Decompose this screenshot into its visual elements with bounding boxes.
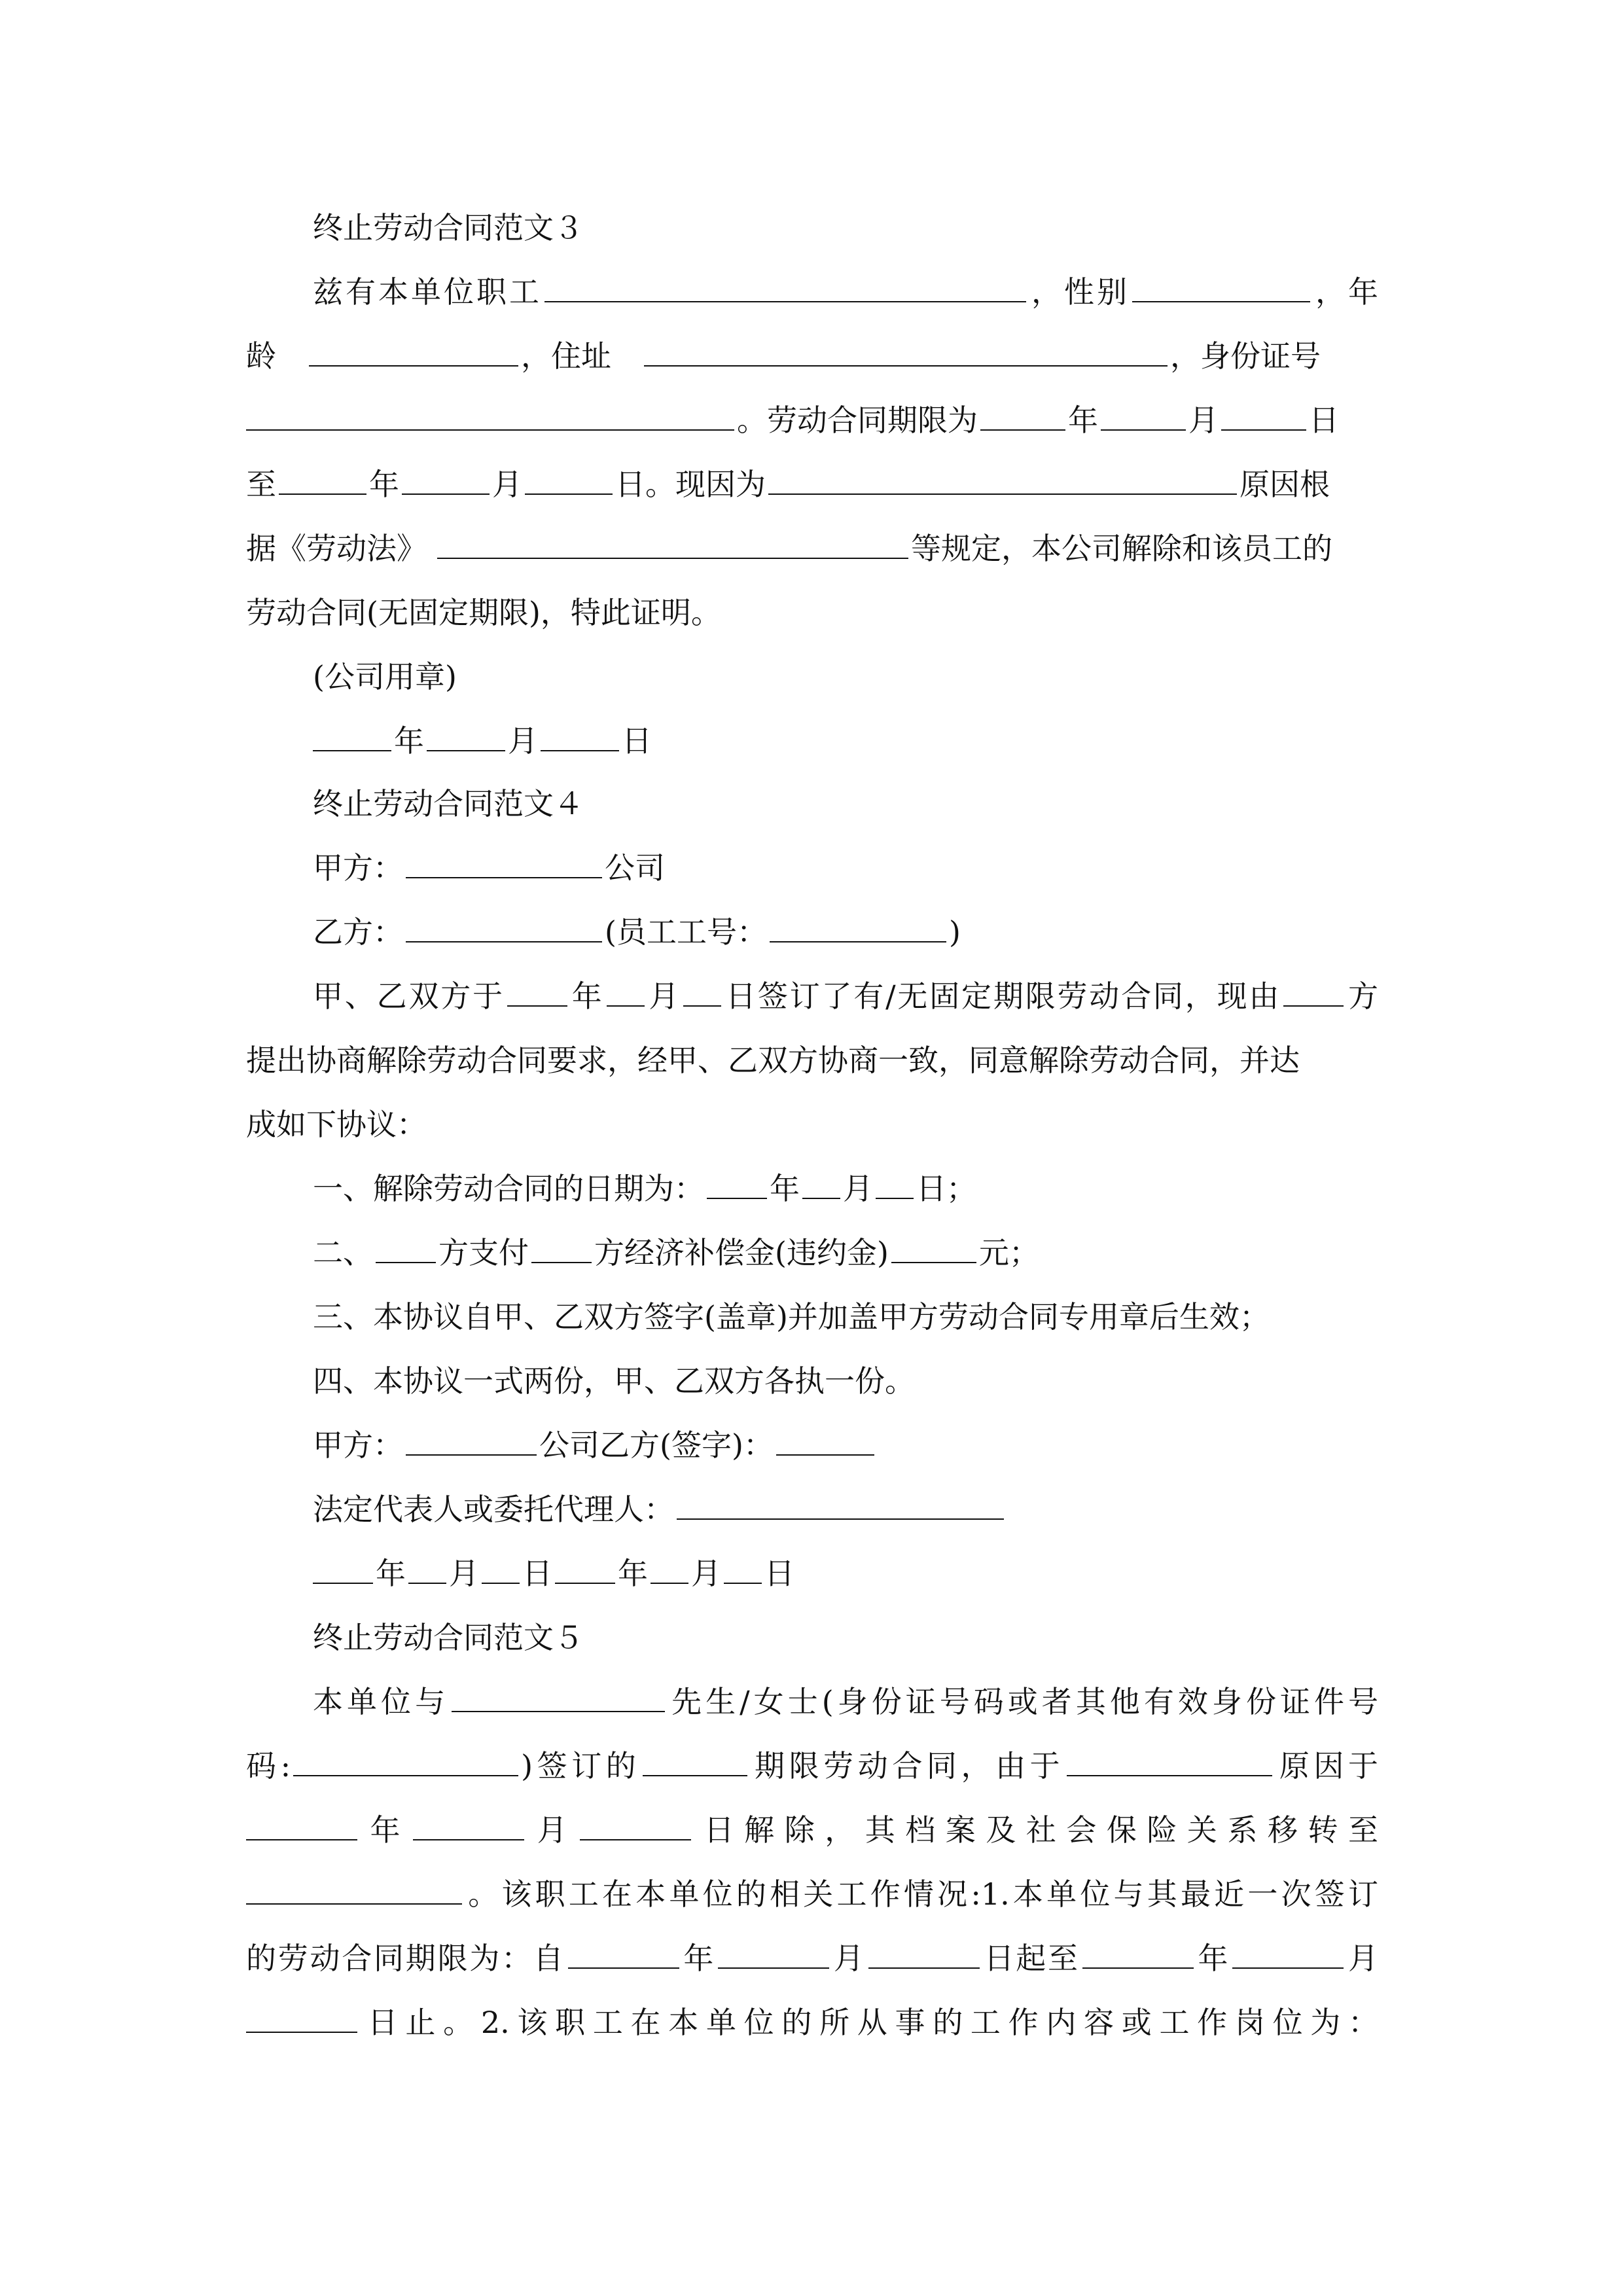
party-a-blank[interactable] bbox=[406, 848, 602, 878]
age-blank[interactable] bbox=[309, 336, 518, 367]
section4-para-line3: 成如下协议： bbox=[246, 1107, 427, 1142]
section3-title: 终止劳动合同范文３ bbox=[313, 210, 584, 245]
reason-blank[interactable] bbox=[768, 465, 1237, 495]
sign-month-blank[interactable] bbox=[607, 977, 645, 1007]
release-day-blank[interactable] bbox=[580, 1810, 691, 1840]
sign-day-blank[interactable] bbox=[683, 977, 721, 1007]
contract-term-blank[interactable] bbox=[643, 1746, 747, 1776]
receiving-party-blank[interactable] bbox=[531, 1233, 592, 1263]
employee-number-blank[interactable] bbox=[770, 912, 946, 942]
transfer-destination-blank[interactable] bbox=[246, 1874, 462, 1905]
seal-year-blank[interactable] bbox=[313, 721, 391, 751]
section3-line2: 龄 ，住址 ，身份证号 bbox=[246, 336, 1321, 376]
company-sign-blank[interactable] bbox=[406, 1426, 537, 1456]
party-b-blank[interactable] bbox=[406, 912, 602, 942]
date-b-day-blank[interactable] bbox=[724, 1554, 762, 1584]
start-month-blank[interactable] bbox=[1101, 401, 1186, 431]
employee-name-blank[interactable] bbox=[544, 272, 1026, 302]
from-year-blank[interactable] bbox=[568, 1939, 679, 1969]
date-a-month-blank[interactable] bbox=[408, 1554, 446, 1584]
section3-line5: 据《劳动法》 等规定，本公司解除和该员工的 bbox=[246, 529, 1332, 568]
party-b-sign-blank[interactable] bbox=[776, 1426, 874, 1456]
signature-line: 甲方： 公司乙方(签字)： bbox=[313, 1426, 877, 1465]
end-day-blank[interactable] bbox=[525, 465, 613, 495]
id-number-blank-5[interactable] bbox=[293, 1746, 518, 1776]
section5-line5: 的劳动合同期限为：自 年 月 日起至 年 月 bbox=[246, 1939, 1378, 1978]
section5-line6: 日止。2.该职工在本单位的所从事的工作内容或工作岗位为： bbox=[246, 2003, 1378, 2042]
to-month-blank[interactable] bbox=[1232, 1939, 1344, 1969]
date-a-year-blank[interactable] bbox=[313, 1554, 373, 1584]
section3-line1: 兹有本单位职工 ，性别 ，年 bbox=[246, 272, 1378, 312]
section5-line3: 年 月 日解除，其档案及社会保险关系移转至 bbox=[246, 1810, 1378, 1850]
agreement-item-1: 一、解除劳动合同的日期为： 年 月 日； bbox=[313, 1169, 976, 1208]
start-day-blank[interactable] bbox=[1221, 401, 1306, 431]
date-b-month-blank[interactable] bbox=[651, 1554, 688, 1584]
agreement-item-2: 二、 方支付 方经济补偿金(违约金) 元； bbox=[313, 1233, 1039, 1272]
section3-line3: 。劳动合同期限为 年 月 日 bbox=[246, 401, 1339, 440]
section5-line4: 。该职工在本单位的相关工作情况:1.本单位与其最近一次签订 bbox=[246, 1874, 1378, 1914]
section4-title: 终止劳动合同范文４ bbox=[313, 786, 584, 821]
section3-date-line: 年 月 日 bbox=[313, 721, 652, 761]
to-day-blank[interactable] bbox=[246, 2003, 357, 2033]
section4-para-line1: 甲、乙双方于 年 月 日签订了有/无固定期限劳动合同，现由 方 bbox=[246, 977, 1378, 1016]
release-month-blank[interactable] bbox=[413, 1810, 524, 1840]
gender-blank[interactable] bbox=[1132, 272, 1310, 302]
representative-line: 法定代表人或委托代理人： bbox=[313, 1490, 1007, 1529]
termination-day-blank[interactable] bbox=[876, 1169, 914, 1199]
company-seal-label: (公司用章) bbox=[313, 659, 457, 694]
law-article-blank[interactable] bbox=[437, 529, 908, 559]
proposing-party-blank[interactable] bbox=[1283, 977, 1344, 1007]
section5-line1: 本单位与 先生/女士(身份证号码或者其他有效身份证件号 bbox=[246, 1682, 1378, 1721]
from-day-blank[interactable] bbox=[868, 1939, 980, 1969]
date-a-day-blank[interactable] bbox=[482, 1554, 520, 1584]
seal-day-blank[interactable] bbox=[541, 721, 619, 751]
end-year-blank[interactable] bbox=[279, 465, 366, 495]
compensation-amount-blank[interactable] bbox=[891, 1233, 976, 1263]
section4-date-line: 年 月 日 年 月 日 bbox=[313, 1554, 794, 1593]
section4-para-line2: 提出协商解除劳动合同要求，经甲、乙双方协商一致，同意解除劳动合同，并达 bbox=[246, 1043, 1300, 1078]
id-number-blank[interactable] bbox=[246, 401, 734, 431]
start-year-blank[interactable] bbox=[980, 401, 1065, 431]
release-year-blank[interactable] bbox=[246, 1810, 357, 1840]
termination-month-blank[interactable] bbox=[802, 1169, 840, 1199]
termination-year-blank[interactable] bbox=[707, 1169, 767, 1199]
section5-line2: 码: )签订的 期限劳动合同，由于 原因于 bbox=[246, 1746, 1378, 1785]
from-month-blank[interactable] bbox=[718, 1939, 829, 1969]
reason-blank-5[interactable] bbox=[1067, 1746, 1272, 1776]
agreement-item-3: 三、本协议自甲、乙双方签字(盖章)并加盖甲方劳动合同专用章后生效； bbox=[313, 1299, 1270, 1335]
seal-month-blank[interactable] bbox=[427, 721, 505, 751]
sign-year-blank[interactable] bbox=[507, 977, 567, 1007]
section5-title: 终止劳动合同范文５ bbox=[313, 1620, 584, 1655]
representative-blank[interactable] bbox=[677, 1490, 1004, 1520]
section3-line6: 劳动合同(无固定期限)，特此证明。 bbox=[246, 595, 721, 630]
paying-party-blank[interactable] bbox=[376, 1233, 436, 1263]
section3-line4: 至 年 月 日。现因为 原因根 bbox=[246, 465, 1330, 504]
date-b-year-blank[interactable] bbox=[555, 1554, 615, 1584]
agreement-item-4: 四、本协议一式两份，甲、乙双方各执一份。 bbox=[313, 1363, 915, 1399]
party-b-line: 乙方： (员工工号： ) bbox=[313, 912, 961, 952]
end-month-blank[interactable] bbox=[402, 465, 490, 495]
to-year-blank[interactable] bbox=[1082, 1939, 1194, 1969]
party-a-line: 甲方： 公司 bbox=[313, 848, 665, 888]
employee-name-blank-5[interactable] bbox=[452, 1682, 665, 1712]
address-blank[interactable] bbox=[644, 336, 1168, 367]
